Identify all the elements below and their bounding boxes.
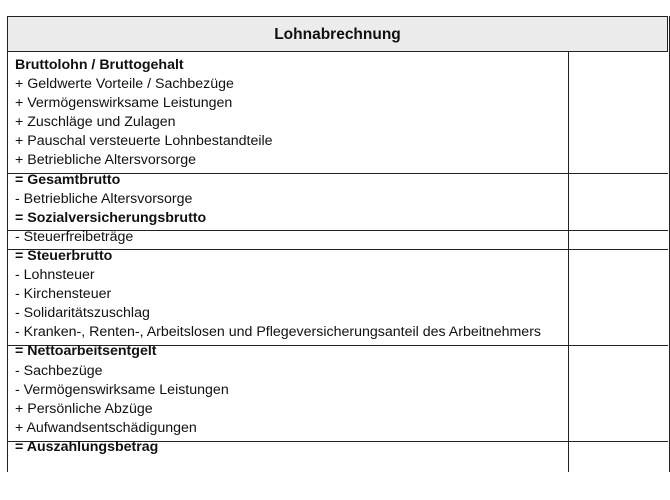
table-row: + Pauschal versteuerte Lohnbestandteile (15, 133, 273, 150)
table-row: - Kirchensteuer (15, 286, 112, 303)
table-row: + Persönliche Abzüge (15, 400, 153, 417)
table-row: = Steuerbrutto (15, 247, 113, 264)
table-row: - Betriebliche Altersvorsorge (15, 190, 193, 207)
column-divider (568, 52, 569, 472)
table-row: = Sozialversicherungsbrutto (15, 209, 207, 226)
table-row: = Auszahlungsbetrag (15, 438, 159, 455)
payroll-table (7, 16, 670, 472)
table-header (7, 16, 668, 52)
table-row: + Zuschläge und Zulagen (15, 114, 176, 131)
table-row: = Gesamtbrutto (15, 171, 121, 188)
table-row: + Betriebliche Altersvorsorge (15, 152, 196, 169)
table-row: = Nettoarbeitsentgelt (15, 343, 157, 360)
table-row: - Lohnsteuer (15, 267, 95, 284)
table-row: + Vermögenswirksame Leistungen (15, 95, 233, 112)
table-row: + Aufwandsentschädigungen (15, 419, 197, 436)
table-row: - Solidaritätszuschlag (15, 305, 150, 322)
table-row: - Steuerfreibeträge (15, 228, 134, 245)
table-row: - Sachbezüge (15, 362, 103, 379)
table-row: + Geldwerte Vorteile / Sachbezüge (15, 76, 234, 93)
table-row: Bruttolohn / Bruttogehalt (15, 57, 184, 73)
table-title: Lohnabrechnung (274, 26, 401, 43)
table-row: - Vermögenswirksame Leistungen (15, 381, 229, 398)
table-rows (15, 56, 565, 457)
table-row: - Kranken-, Renten-, Arbeitslosen und Pflegeversicherungsanteil des Arbeitnehmers (15, 324, 542, 341)
